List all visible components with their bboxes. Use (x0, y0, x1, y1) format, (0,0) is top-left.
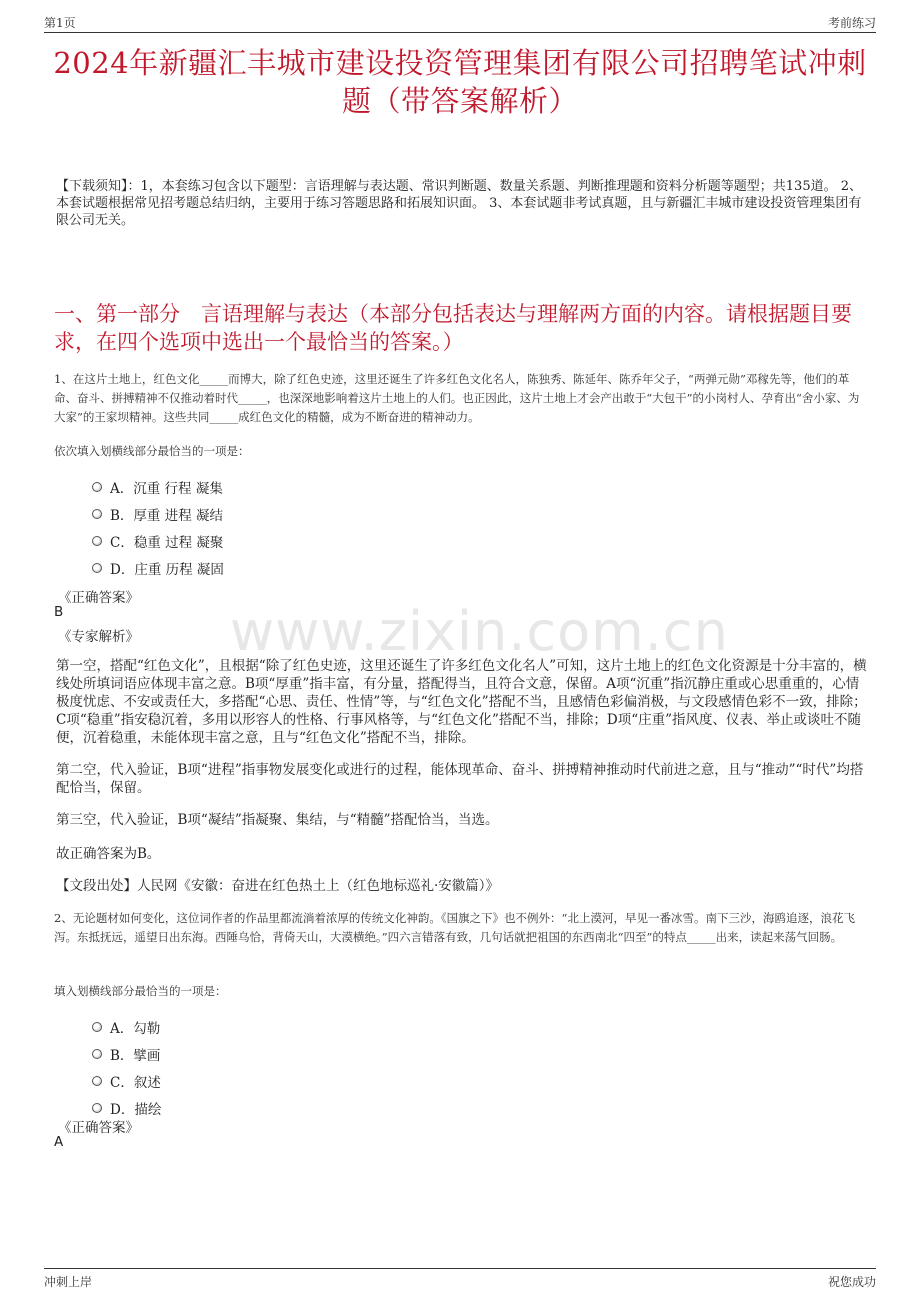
q2-option-b[interactable] (92, 1044, 160, 1064)
question-2-text: 2、无论题材如何变化，这位词作者的作品里都流淌着浓厚的传统文化神韵。《国旗之下》也不例外：“北上漠河，早见一番冰雪。南下三沙，海鸥追逐，浪花飞泻。东抵抚远，遥望日出东海。西陲乌恰，背倚天山，大漠横绝。”四六言错落有致，几句话就把祖国的东西南北“四至”的特点_____出来，读起来荡气回肠。 (54, 911, 855, 944)
header-label: 考前练习 (827, 16, 876, 30)
correct-answer-label: 《正确答案》 (58, 590, 139, 606)
question-2-stem: 填入划横线部分最恰当的一项是： (54, 984, 227, 998)
option-label: A．沉重 行程 凝集 (110, 481, 223, 497)
q1-option-c[interactable] (92, 531, 223, 551)
q2-option-a[interactable] (92, 1017, 160, 1037)
radio-icon[interactable] (92, 536, 102, 546)
expert-analysis-label: 《专家解析》 (58, 629, 139, 645)
option-label: B．厚重 进程 凝结 (110, 508, 224, 524)
q2-option-c[interactable] (92, 1071, 161, 1091)
q1-option-a[interactable] (92, 477, 223, 497)
q1-option-b[interactable] (92, 504, 223, 524)
radio-icon[interactable] (92, 1103, 102, 1113)
analysis-paragraph: 第三空，代入验证，B项“凝结”指凝聚、集结，与“精髓”搭配恰当，当选。 (56, 812, 499, 828)
correct-answer: B (54, 604, 64, 620)
option-label: A．勾勒 (110, 1021, 161, 1037)
option-label: C．稳重 过程 凝聚 (110, 535, 224, 551)
radio-icon[interactable] (92, 1022, 102, 1032)
option-label: B．擘画 (110, 1048, 161, 1064)
watermark: www.zixin.com.cn (230, 600, 729, 663)
question-1-text: 1、在这片土地上，红色文化_____而博大，除了红色史迹，这里还诞生了许多红色文化名人，陈独秀、陈延年、陈乔年父子，“两弹元勋”邓稼先等，他们的革命、奋斗、拼搏精神不仅推动着时代_____，也深深地影响着这片土地上的人们。也正因此，这片土地上才会产出敢于“大包干”的小岗村人、孕育出“舍小家、为大家”的王家坝精神。这些共同_____成红色文化的精髓，成为不断奋进的精神动力。 (54, 372, 860, 424)
analysis-paragraph: 第二空，代入验证，B项“进程”指事物发展变化或进行的过程，能体现革命、奋斗、拼搏精神推动时代前进之意，且与“推动”“时代”均搭配恰当，保留。 (56, 762, 864, 796)
section-title: 一、第一部分 言语理解与表达（本部分包括表达与理解两方面的内容。请根据题目要求，在四个选项中选出一个最恰当的答案。） (54, 302, 852, 354)
question-1-stem: 依次填入划横线部分最恰当的一项是： (54, 444, 250, 458)
radio-icon[interactable] (92, 482, 102, 492)
analysis-paragraph: 故正确答案为B。 (56, 846, 161, 862)
page-number: 第1页 (44, 16, 76, 30)
q1-option-d[interactable] (92, 558, 224, 578)
source-citation: 【文段出处】人民网《安徽：奋进在红色热土上（红色地标巡礼·安徽篇）》 (56, 878, 500, 894)
footer-left: 冲刺上岸 (44, 1275, 93, 1289)
q2-option-d[interactable] (92, 1098, 161, 1118)
analysis-paragraph: 第一空，搭配“红色文化”，且根据“除了红色史迹，这里还诞生了许多红色文化名人”可知，这片土地上的红色文化资源是十分丰富的，横线处所填词语应体现丰富之意。B项“厚重”指丰富，有分量，搭配得当，且符合文意，保留。A项“沉重”指沉静庄重或心思重重的，心情极度忧虑、不安或责任大，多搭配“心思、责任、性情”等，与“红色文化”搭配不当，且感情色彩偏消极，与文段感情色彩不一致，排除；C项“稳重”指安稳沉着，多用以形容人的性格、行事风格等，与“红色文化”搭配不当，排除；D项“庄重”指风度、仪表、举止或谈吐不随便，沉着稳重，未能体现丰富之意，且与“红色文化”搭配不当，排除。 (56, 658, 867, 746)
radio-icon[interactable] (92, 1049, 102, 1059)
option-label: C．叙述 (110, 1075, 161, 1091)
radio-icon[interactable] (92, 509, 102, 519)
radio-icon[interactable] (92, 1076, 102, 1086)
radio-icon[interactable] (92, 563, 102, 573)
correct-answer: A (54, 1134, 64, 1150)
footer-right: 祝您成功 (827, 1275, 876, 1289)
page-footer (44, 1268, 876, 1291)
download-notice: 【下载须知】：1，本套练习包含以下题型：言语理解与表达题、常识判断题、数量关系题、判断推理题和资料分析题等题型；共135道。 2、本套试题根据常见招考题总结归纳，主要用于练习答题思路和拓展知识面。 3、本套试题非考试真题，且与新疆汇丰城市建设投资管理集团有限公司无关。 (56, 179, 862, 228)
page-header (44, 12, 876, 33)
option-label: D．描绘 (110, 1102, 162, 1118)
document-title: 2024年新疆汇丰城市建设投资管理集团有限公司招聘笔试冲刺题（带答案解析） (53, 46, 867, 118)
option-label: D．庄重 历程 凝固 (110, 562, 224, 578)
correct-answer-label: 《正确答案》 (58, 1120, 139, 1136)
